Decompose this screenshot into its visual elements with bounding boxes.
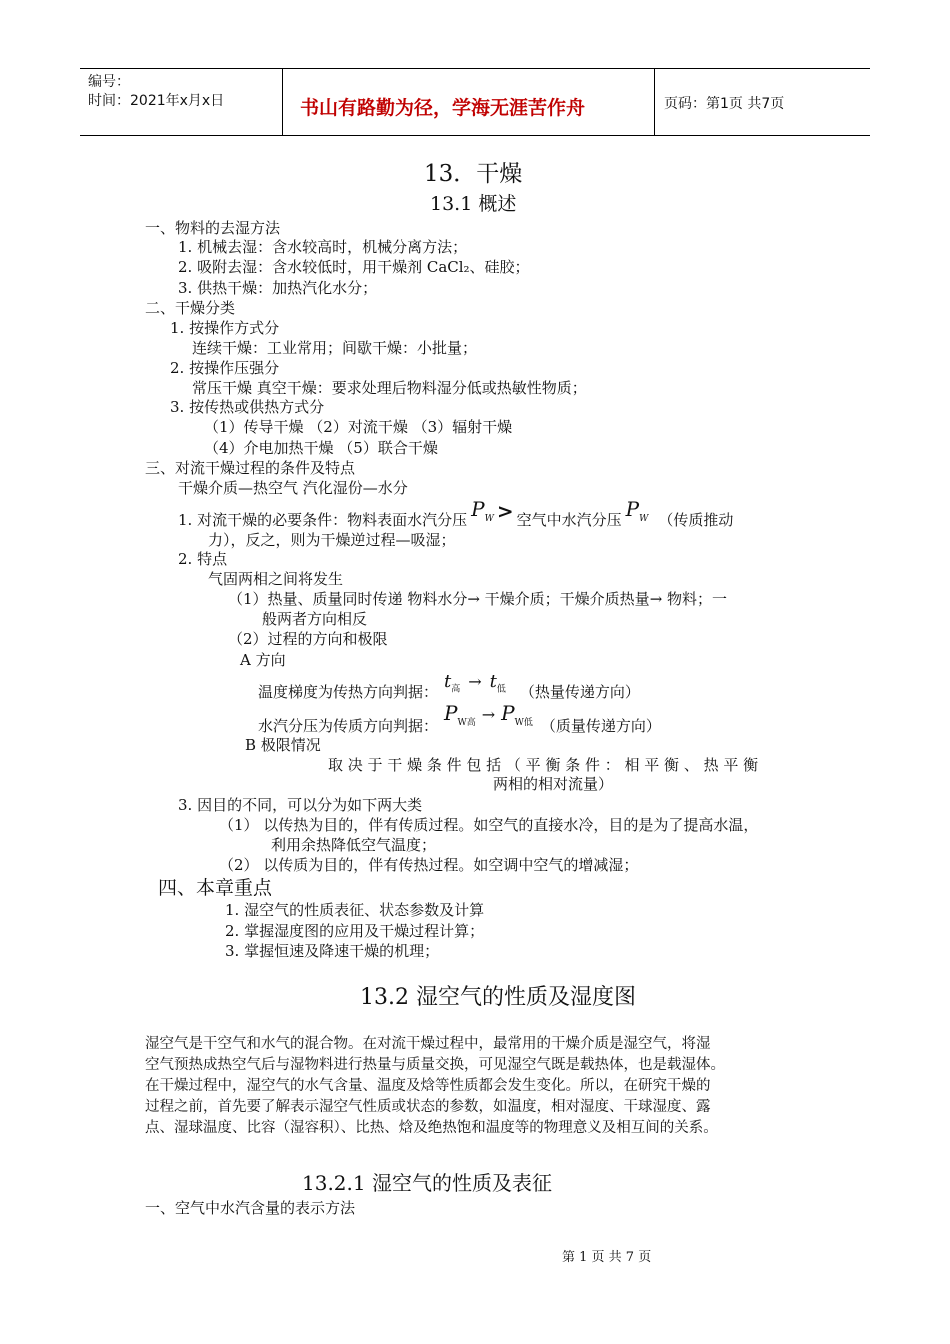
s4-item-3: 3. 掌握恒速及降速干燥的机理； — [225, 942, 440, 960]
doc-code-label: 编号： — [88, 74, 130, 90]
pw-letter: P — [625, 497, 640, 521]
t-letter: t — [489, 671, 497, 692]
s1-item-2: 2. 吸附去湿：含水较低时，用干燥剂 CaCl₂、硅胶； — [178, 258, 530, 276]
s1-item-1: 1. 机械去湿：含水较高时，机械分离方法； — [178, 238, 468, 256]
pw-symbol-air — [625, 497, 649, 524]
pw-letter: P — [471, 497, 485, 521]
t-high-symbol — [444, 671, 461, 695]
s3-purpose-1: （1） 以传热为目的，伴有传质过程。如空气的直接水冷，目的是为了提高水温， — [219, 816, 759, 834]
temperature-criterion — [258, 671, 640, 701]
pw-letter: P — [444, 701, 458, 725]
header-top-rule — [80, 68, 870, 69]
greater-than-sign: > — [496, 499, 514, 523]
header-divider-left — [282, 68, 283, 135]
header-page-code: 页码：第1页 共7页 — [664, 96, 785, 112]
t-letter: t — [444, 671, 452, 692]
header-bottom-rule — [80, 135, 870, 136]
arrow-right-icon: → — [481, 705, 496, 724]
s3-purpose: 3. 因目的不同，可以分为如下两大类 — [178, 796, 423, 814]
feature-1-middle: 干燥介质；干燥介质热量 — [479, 590, 650, 608]
s3-condition-line-2: 力），反之，则为干燥逆过程—吸湿； — [208, 531, 456, 549]
humid-air-paragraph — [145, 1034, 815, 1139]
pw-subscript: W — [639, 514, 649, 524]
s1-item-3: 3. 供热干燥：加热汽化水分； — [178, 279, 378, 297]
s5-heading: 一、空气中水汽含量的表示方法 — [145, 1199, 356, 1217]
s2-item-2: 2. 按操作压强分 — [170, 359, 280, 377]
s2-item-2-desc: 常压干燥 真空干燥：要求处理后物料湿分低或热敏性物质； — [192, 379, 587, 397]
feature-1-suffix: 物料；一 — [662, 590, 728, 608]
s4-item-1: 1. 湿空气的性质表征、状态参数及计算 — [225, 901, 485, 919]
chapter-title: 13．干燥 — [424, 161, 523, 187]
paragraph-line: 过程之前，首先要了解表示湿空气性质或状态的参数，如温度，相对湿度、干球湿度、露 — [145, 1099, 711, 1115]
s3-feature-2: （2）过程的方向和极限 — [228, 630, 388, 648]
pw-high-subscript: W高 — [457, 718, 476, 728]
heat-direction-note: （热量传递方向） — [519, 683, 640, 701]
s3-condition-prefix: 1. 对流干燥的必要条件：物料表面水汽分压 — [178, 511, 468, 529]
s3-purpose-2: （2） 以传质为目的，伴有传热过程。如空调中空气的增减湿； — [219, 856, 639, 874]
pw-symbol-surface — [471, 497, 494, 524]
s3-feature-heading: 2. 特点 — [178, 550, 228, 568]
doc-time-label: 时间：2021年x月x日 — [88, 93, 225, 109]
s3-feature-1-line-2: 般两者方向相反 — [262, 610, 368, 628]
s2-heading: 二、干燥分类 — [145, 299, 236, 317]
paragraph-line: 在干燥过程中，湿空气的水气含量、温度及焓等性质都会发生变化。所以，在研究干燥的 — [145, 1078, 711, 1094]
t-high-subscript: 高 — [451, 684, 461, 695]
s4-heading: 四、本章重点 — [158, 877, 273, 899]
header-motto: 书山有路勤为径，学海无涯苦作舟 — [300, 97, 586, 119]
pw-low-subscript: W低 — [514, 718, 533, 728]
t-low-subscript: 低 — [496, 684, 506, 695]
s2-item-1: 1. 按操作方式分 — [170, 319, 280, 337]
s3-condition-post: （传质推动 — [658, 511, 734, 529]
s4-item-2: 2. 掌握湿度图的应用及干燥过程计算； — [225, 922, 485, 940]
pw-high-symbol — [444, 701, 476, 728]
arrow-right-icon: → — [649, 590, 663, 608]
temperature-criterion-label: 温度梯度为传热方向判据： — [258, 683, 439, 701]
s3-feature-desc: 气固两相之间将发生 — [208, 570, 344, 588]
feature-1-prefix: （1）热量、质量同时传递 物料水分 — [228, 590, 468, 608]
mass-direction-note: （质量传递方向） — [540, 717, 661, 735]
section-title-13-2: 13.2 湿空气的性质及湿度图 — [360, 985, 636, 1010]
s3-condition-line-1 — [178, 497, 734, 530]
pw-low-symbol — [501, 701, 533, 728]
paragraph-line: 空气预热成热空气后与湿物料进行热量与质量交换，可见湿空气既是载热体，也是载湿体。 — [145, 1057, 725, 1073]
paragraph-line: 湿空气是干空气和水气的混合物。在对流干燥过程中，最常用的干燥介质是湿空气，将湿 — [145, 1036, 711, 1052]
s3-limit-line-1: 取 决 于 干 燥 条 件 包 括 （ 平 衡 条 件 ： 相 平 衡 、 热 平 衡 — [328, 756, 759, 774]
page-footer: 第 1 页 共 7 页 — [562, 1250, 652, 1265]
s2-item-1-desc: 连续干燥：工业常用；间歇干燥：小批量； — [192, 339, 478, 357]
section-title-13-1: 13.1 概述 — [430, 193, 517, 215]
s3-purpose-1-line-2: 利用余热降低空气温度； — [271, 836, 437, 854]
section-title-13-2-1: 13.2.1 湿空气的性质及表征 — [302, 1171, 552, 1195]
paragraph-line: 点、湿球温度、比容（湿容积）、比热、焓及绝热饱和温度等的物理意义及相互间的关系。 — [145, 1120, 718, 1136]
arrow-right-icon: → — [467, 590, 480, 608]
s3-medium: 干燥介质—热空气 汽化湿份—水分 — [178, 479, 408, 497]
s3-direction-a: A 方向 — [240, 651, 286, 669]
t-low-symbol — [489, 671, 506, 695]
s3-condition-mid: 空气中水汽分压 — [516, 511, 622, 529]
vapor-criterion-label: 水汽分压为传质方向判据： — [258, 717, 439, 735]
pw-subscript: W — [484, 514, 494, 524]
s3-limit-b: B 极限情况 — [245, 736, 321, 754]
s2-item-3: 3. 按传热或供热方式分 — [170, 398, 325, 416]
header-divider-right — [654, 68, 655, 135]
s3-heading: 三、对流干燥过程的条件及特点 — [145, 459, 356, 477]
vapor-criterion — [258, 701, 661, 735]
s3-feature-1 — [228, 590, 727, 608]
s1-heading: 一、物料的去湿方法 — [145, 219, 281, 237]
s2-item-3-row-2: （4）介电加热干燥 （5）联合干燥 — [204, 439, 438, 457]
s2-item-3-row-1: （1）传导干燥 （2）对流干燥 （3）辐射干燥 — [204, 418, 513, 436]
s3-limit-line-2: 两相的相对流量） — [493, 775, 614, 793]
arrow-right-icon: → — [468, 672, 482, 691]
pw-letter: P — [501, 701, 515, 725]
